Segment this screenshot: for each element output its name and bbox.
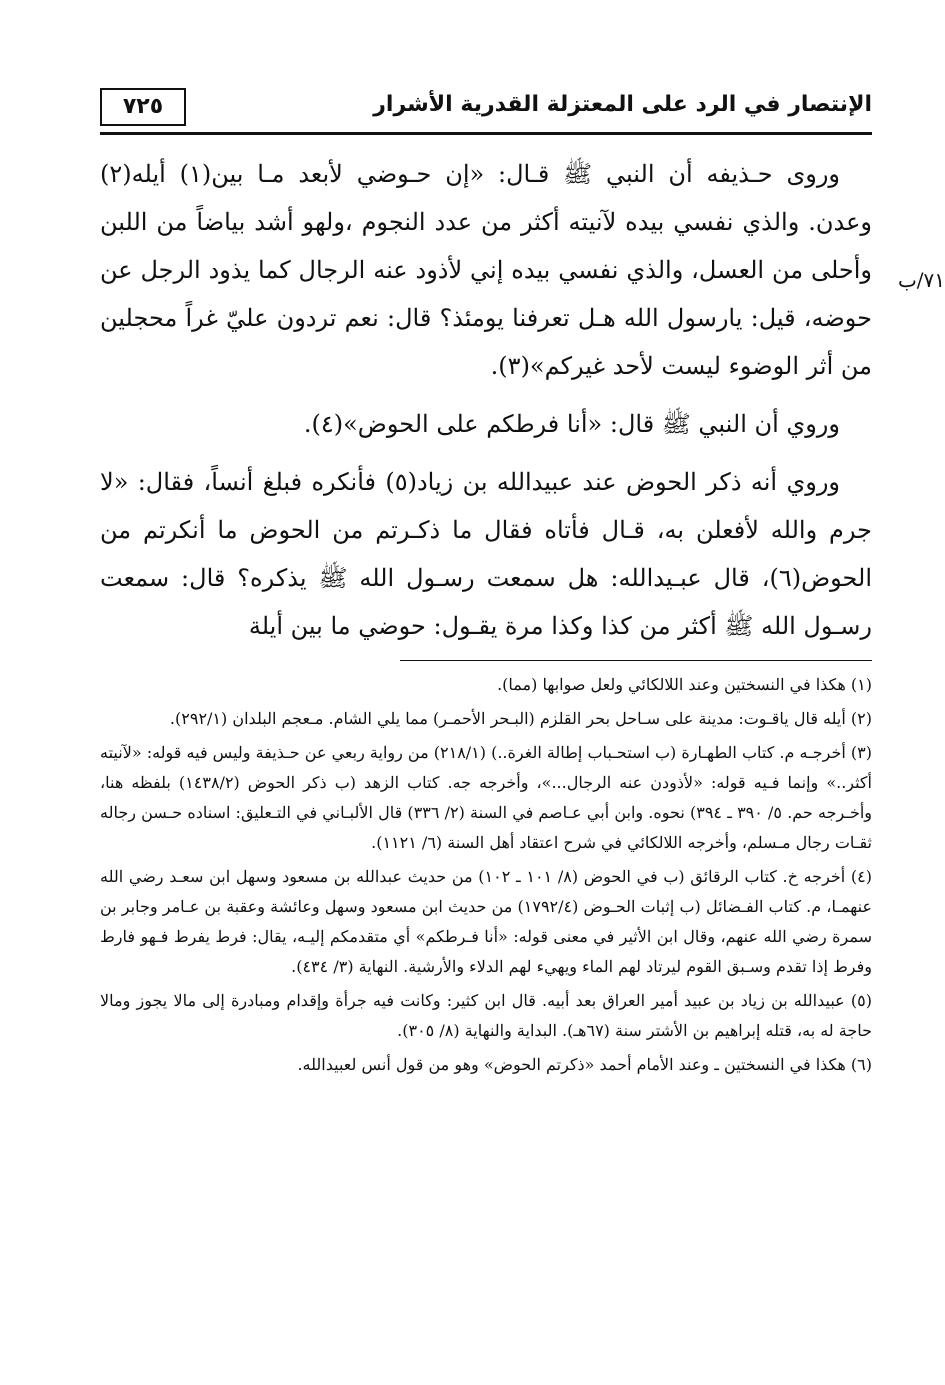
footnotes bbox=[100, 670, 872, 1084]
footnote-separator bbox=[400, 660, 872, 661]
footnote-4: (٤) أخرجه خ. كتاب الرقائق (ب في الحوض (٨/ ١٠١ ـ ١٠٢) من حديث عبدالله بن مسعود وسهل ابن سعـد رضي الله عنهمـا، م. كتاب الفـضائل (ب إثبات الحـوض (١٧٩٢/٤) من حديث ابن مسعود وسهل وعائشة وعقبة بن عـامر وجابر بن سمرة رضي الله عنهم، وقال ابن الأثير في معنى قوله: «أنا فـرطكم» أي متقدمكم إليـه، يقال: فرط يفرط فـهو فارط وفرط إذا تقدم وسـبق القوم ليرتاد لهم الماء ويهيء لهم الدلاء والأرشية. النهاية (٣/ ٤٣٤). bbox=[100, 867, 873, 976]
main-text bbox=[100, 150, 872, 660]
page-number: ٧٢٥ bbox=[100, 88, 186, 126]
running-header bbox=[100, 88, 872, 136]
paragraph-hudhayfa-hadith: وروى حـذيفه أن النبي ﷺ قـال: «إن حـوضي لأبعد مـا بين(١) أيله(٢) وعدن. والذي نفسي بيده لآنيته أكثر من عدد النجوم ،ولهو أشد بياضاً من اللبن وأحلى من العسل، والذي نفسي بيده إني لأذود عنه الرجال كما يذود الرجل عن حوضه، قيل: يارسول الله هـل تعرفنا يومئذ؟ قال: نعم تردون عليّ غراً محجلين من أثر الوضوء ليست لأحد غيركم»(٣). bbox=[100, 160, 872, 380]
footnote-5: (٥) عبيدالله بن زياد بن عبيد أمير العراق بعد أبيه. قال ابن كثير: وكانت فيه جرأة وإقدام ومبادرة إلى مالا يجوز ومالا حاجة له به، قتله إبراهيم بن الأشتر سنة (٦٧هـ). البداية والنهاية (٨/ ٣٠٥). bbox=[100, 991, 872, 1040]
footnote-2: (٢) أيله قال ياقـوت: مدينة على سـاحل بحر القلزم (البـحر الأحمـر) مما يلي الشام. مـعجم البلدان (٢٩٢/١). bbox=[169, 709, 872, 728]
footnote-6: (٦) هكذا في النسختين ـ وعند الأمام أحمد «ذكرتم الحوض» وهو من قول أنس لعبيدالله. bbox=[297, 1055, 872, 1074]
margin-folio-note: ٧١/ب bbox=[897, 268, 945, 292]
footnote-3: (٣) أخرجـه م. كتاب الطهـارة (ب استحـباب إطالة الغرة..) (٢١٨/١) من رواية ربعي عن حـذيفة وليس فيه قوله: «لآنيته أكثر..» وإنما فـيه قوله: «لأذودن عنه الرجال...»، وأخرجه جه. كتاب الزهد (ب ذكر الحوض (١٤٣٨/٢) بلفظه هنا، وأخـرجه حم. ٥/ ٣٩٠ ـ ٣٩٤) نحوه. وابن أبي عـاصم في السنة (٢/ ٣٣٦) قال الألبـاني في التـعليق: اسناده حـسن رجاله ثقـات رجال مـسلم، وأخرجه اللالكائي في شرح اعتقاد أهل السنة (٦/ ١١٢١). bbox=[100, 743, 873, 852]
paragraph-faratukum-hadith: وروي أن النبي ﷺ قال: «أنا فرطكم على الحوض»(٤). bbox=[303, 410, 840, 438]
header-rule bbox=[100, 132, 872, 135]
paragraph-ubaydullah-story: وروي أنه ذكر الحوض عند عبيدالله بن زياد(٥) فأنكره فبلغ أنساً، فقال: «لا جرم والله لأفعلن به، قـال فأتاه فقال ما ذكـرتم من الحوض ما أنكرتم من الحوض(٦)، قال عبـيدالله: هل سمعت رسـول الله ﷺ يذكره؟ قال: سمعت رسـول الله ﷺ أكثر من كذا وكذا مرة يقـول: حوضي ما بين أيلة bbox=[100, 468, 872, 640]
footnote-1: (١) هكذا في النسختين وعند اللالكائي ولعل صوابها (مما). bbox=[497, 675, 872, 694]
book-title: الإنتصار في الرد على المعتزلة القدرية الأشرار bbox=[373, 92, 872, 117]
